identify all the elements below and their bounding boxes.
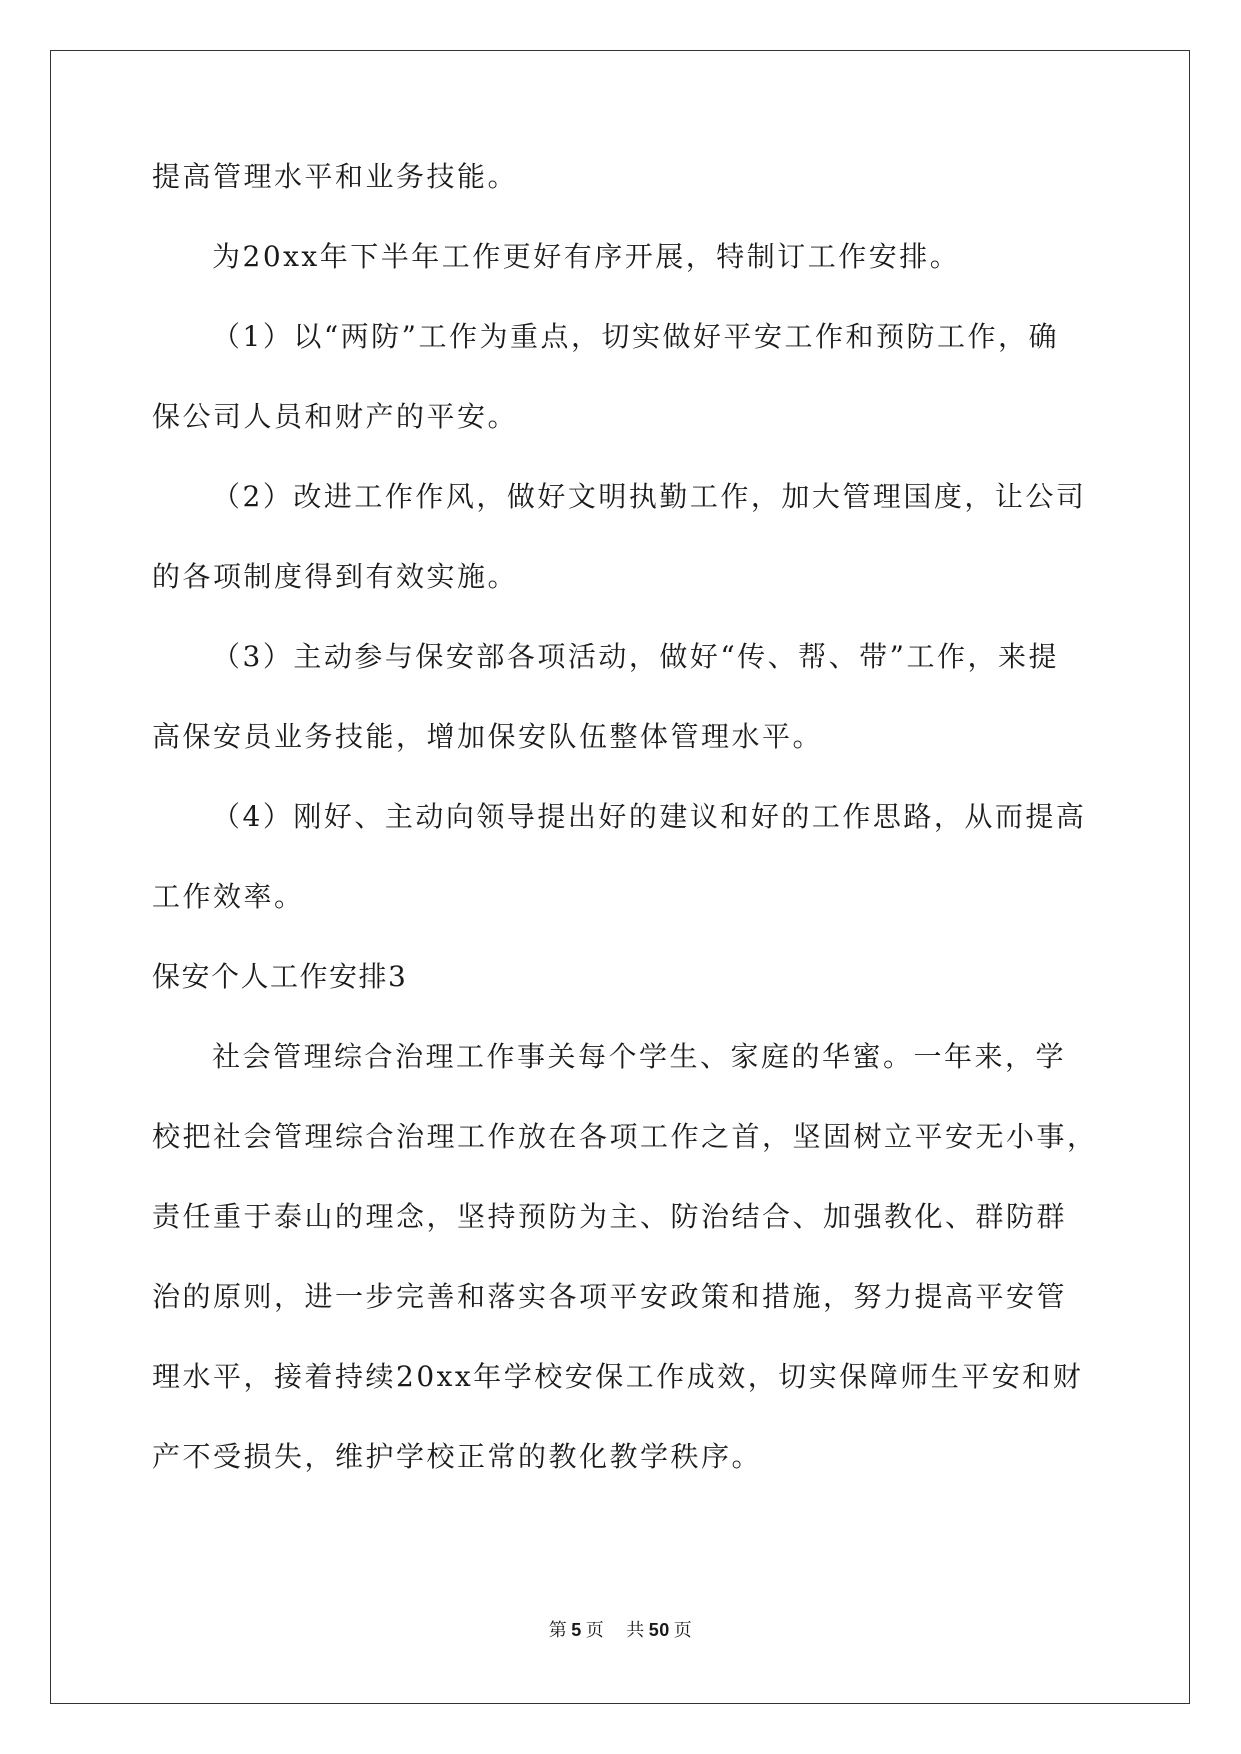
page-prefix: 第 [548,1620,568,1641]
page-unit: 页 [585,1620,605,1641]
body-line: （3）主动参与保安部各项活动，做好“传、帮、带”工作，来提 [212,640,1059,673]
page-total: 50 [648,1620,670,1640]
page-footer [0,1618,1241,1643]
total-unit: 页 [673,1620,693,1641]
body-line: （1）以“两防”工作为重点，切实做好平安工作和预防工作，确 [212,320,1059,353]
body-line: 治的原则，进一步完善和落实各项平安政策和措施，努力提高平安管 [152,1280,1068,1313]
body-line: 产不受损失，维护学校正常的教化教学秩序。 [152,1440,763,1473]
total-prefix: 共 [626,1620,645,1641]
body-line: 理水平，接着持续20xx年学校安保工作成效，切实保障师生平安和财 [152,1360,1084,1393]
body-line: （2）改进工作作风，做好文明执勤工作，加大管理国度，让公司 [212,480,1087,513]
page-current: 5 [571,1620,582,1640]
body-line: 保公司人员和财产的平安。 [152,400,519,433]
body-line: 工作效率。 [152,880,305,913]
body-line: 为20xx年下半年工作更好有序开展，特制订工作安排。 [212,240,961,273]
section-heading: 保安个人工作安排3 [152,960,408,993]
body-line: （4）刚好、主动向领导提出好的建议和好的工作思路，从而提高 [212,800,1087,833]
body-line: 高保安员业务技能，增加保安队伍整体管理水平。 [152,720,824,753]
body-line: 提高管理水平和业务技能。 [152,160,519,193]
body-line: 校把社会管理综合治理工作放在各项工作之首，坚固树立平安无小事， [152,1120,1098,1153]
body-line: 社会管理综合治理工作事关每个学生、家庭的华蜜。一年来，学 [212,1040,1067,1073]
body-line: 责任重于泰山的理念，坚持预防为主、防治结合、加强教化、群防群 [152,1200,1068,1233]
body-line: 的各项制度得到有效实施。 [152,560,519,593]
